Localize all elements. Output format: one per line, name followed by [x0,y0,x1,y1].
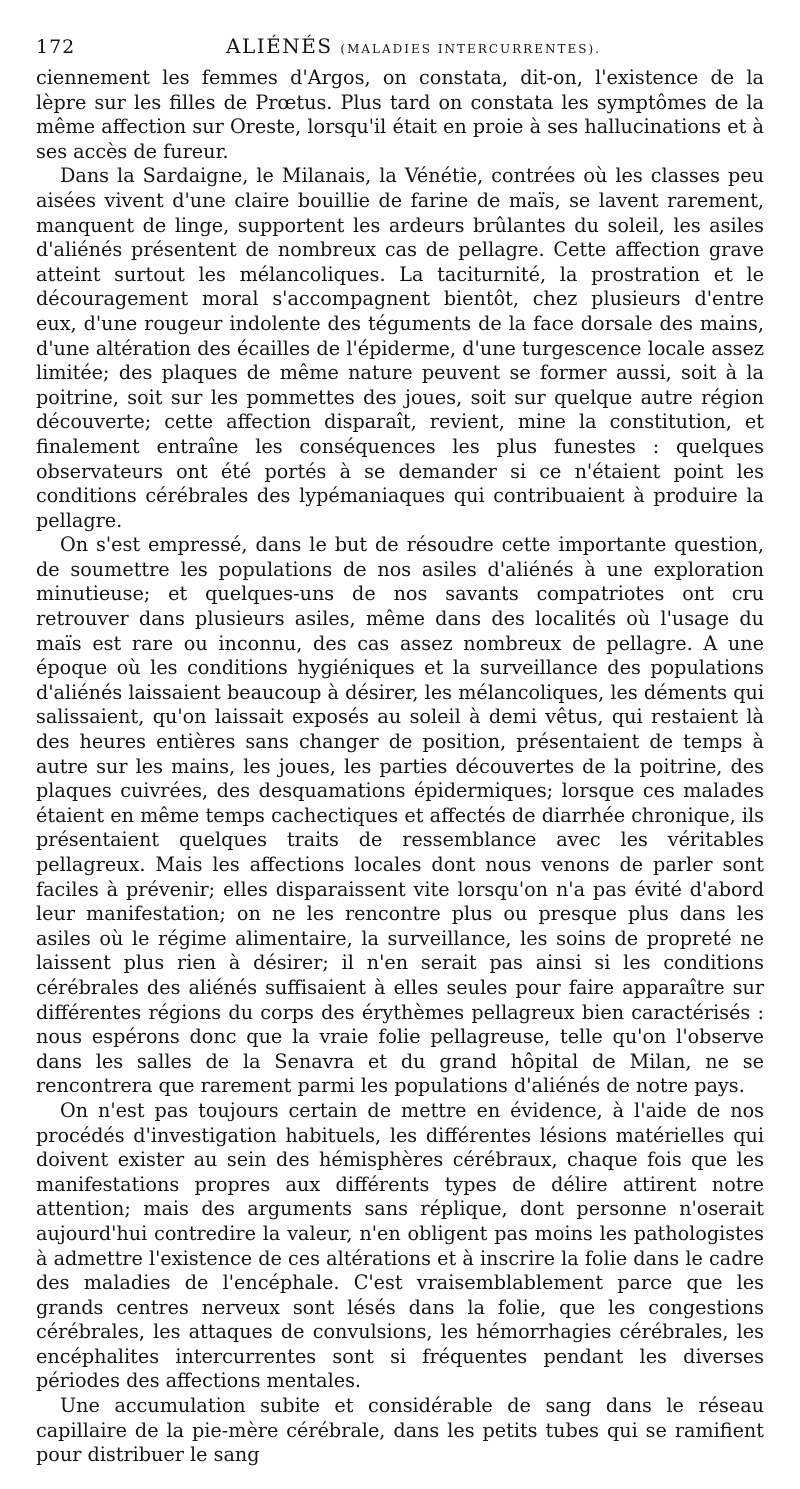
running-head-title: ALIÉNÉS [226,34,333,58]
page-number: 172 [36,36,76,58]
paragraph-5: Une accumulation subite et considérable de sang dans le réseau capillaire de la pie-mère cérébrale, dans les petits tubes qui se ramifient pour distribuer le sang [36,1394,764,1467]
paragraph-3: On s'est empressé, dans le but de résoudre cette importante question, de soumettre les populations de nos asiles d'aliénés à une exploration minutieuse; et quelques-uns de nos savants compatriotes ont cru retrouver dans plusieurs asiles, même dans des localités où l'usage du maïs est rare ou inconnu, des cas assez nombreux de pellagre. A une époque où les conditions hygiéniques et la surveillance des populations d'aliénés laissaient beaucoup à désirer, les mélancoliques, les déments qui salissaient, qu'on laissait exposés au soleil à demi vêtus, qui restaient là des heures entières sans changer de position, présentaient de temps à autre sur les mains, les joues, les parties découvertes de la poitrine, des plaques cuivrées, des desquamations épidermiques; lorsque ces malades étaient en même temps cachectiques et affectés de diarrhée chronique, ils présentaient quelques traits de ressemblance avec les véritables pellagreux. Mais les affections locales dont nous venons de parler sont faciles à prévenir; elles disparaissent vite lorsqu'on n'a pas évité d'abord leur manifestation; on ne les rencontre plus ou presque plus dans les asiles où le régime alimentaire, la surveillance, les soins de propreté ne laissent plus rien à désirer; il n'en serait pas ainsi si les conditions cérébrales des aliénés suffisaient à elles seules pour faire apparaître sur différentes régions du corps des érythèmes pellagreux bien caractérisés : nous espérons donc que la vraie folie pellagreuse, telle qu'on l'observe dans les salles de la Senavra et du grand hôpital de Milan, ne se rencontrera que rarement parmi les populations d'aliénés de notre pays. [36,533,764,1098]
running-head [226,34,601,58]
book-page [36,30,764,1468]
page-header [36,30,764,66]
running-head-subtitle: (MALADIES INTERCURRENTES). [340,42,601,56]
paragraph-2: Dans la Sardaigne, le Milanais, la Vénétie, contrées où les classes peu aisées vivent d'une claire bouillie de farine de maïs, se lavent rarement, manquent de linge, supportent les ardeurs brûlantes du soleil, les asiles d'aliénés présentent de nombreux cas de pellagre. Cette affection grave atteint surtout les mélancoliques. La taciturnité, la prostration et le découragement moral s'accompagnent bientôt, chez plusieurs d'entre eux, d'une rougeur indolente des téguments de la face dorsale des mains, d'une altération des écailles de l'épiderme, d'une turgescence locale assez limitée; des plaques de même nature peuvent se former aussi, soit à la poitrine, soit sur les pommettes des joues, soit sur quelque autre région découverte; cette affection disparaît, revient, mine la constitution, et finalement entraîne les conséquences les plus funestes : quelques observateurs ont été portés à se demander si ce n'étaient point les conditions cérébrales des lypémaniaques qui contribuaient à produire la pellagre. [36,164,764,532]
paragraph-1: ciennement les femmes d'Argos, on constata, dit-on, l'existence de la lèpre sur les filles de Prœtus. Plus tard on constata les symptômes de la même affection sur Oreste, lorsqu'il était en proie à ses hallucinations et à ses accès de fureur. [36,66,764,163]
paragraph-4: On n'est pas toujours certain de mettre en évidence, à l'aide de nos procédés d'investigation habituels, les différentes lésions matérielles qui doivent exister au sein des hémisphères cérébraux, chaque fois que les manifestations propres aux différents types de délire attirent notre attention; mais des arguments sans réplique, dont personne n'oserait aujourd'hui contredire la valeur, n'en obligent pas moins les pathologistes à admettre l'existence de ces altérations et à inscrire la folie dans le cadre des maladies de l'encéphale. C'est vraisemblablement parce que les grands centres nerveux sont lésés dans la folie, que les congestions cérébrales, les attaques de convulsions, les hémorrhagies cérébrales, les encéphalites intercurrentes sont si fréquentes pendant les diverses périodes des affections mentales. [36,1098,764,1393]
body-text [36,66,764,1468]
